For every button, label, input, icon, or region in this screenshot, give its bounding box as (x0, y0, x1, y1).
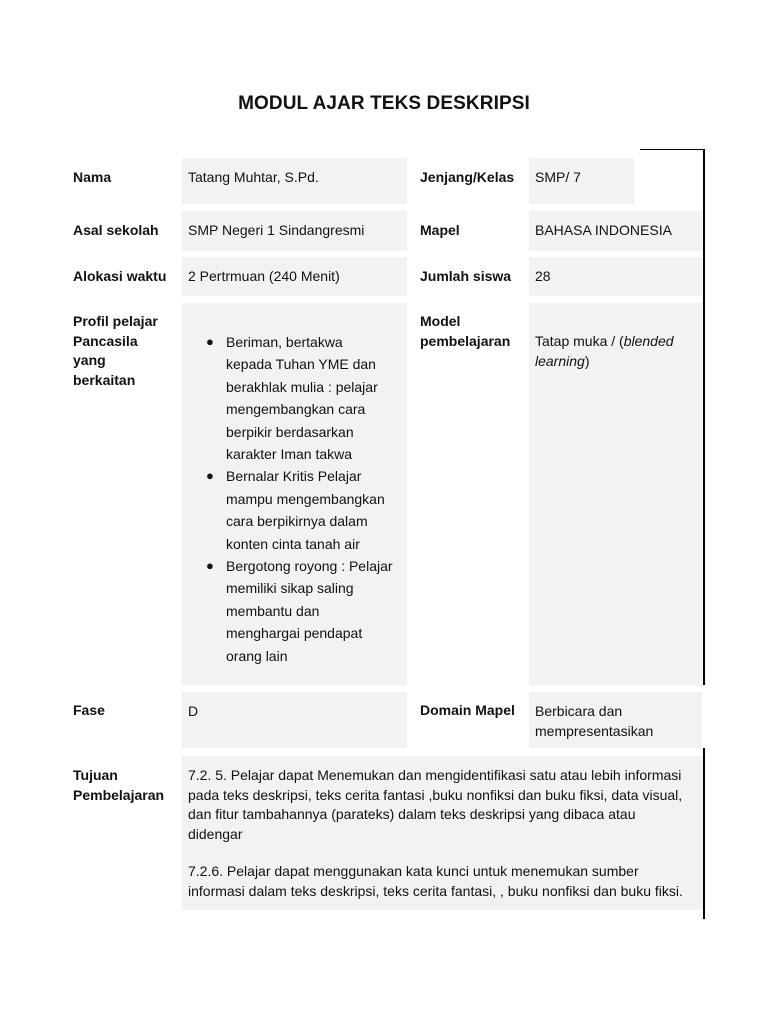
bullet-line: konten cinta tanah air (226, 535, 360, 552)
model-italic-1: blended (623, 333, 674, 349)
border-top-line (640, 149, 705, 150)
bullet-line: Bergotong royong : Pelajar (226, 558, 393, 575)
value-model (529, 303, 702, 685)
tujuan-line: pada teks deskripsi, teks cerita fantasi ,buku nonfiksi dan buku fiksi, data visual, (188, 786, 683, 803)
tujuan-line: 7.2.6. Pelajar dapat menggunakan kata kunci untuk menemukan sumber (188, 863, 639, 879)
border-right-line-upper (703, 149, 705, 685)
bullet-icon: ● (206, 334, 214, 349)
label-nama: Nama (73, 169, 112, 185)
bullet-line: Bernalar Kritis Pelajar (226, 468, 362, 485)
value-jumlah-siswa: 28 (529, 257, 702, 296)
model-prefix: Tatap muka / ( (535, 333, 624, 349)
label-domain-mapel: Domain Mapel (420, 702, 515, 718)
label-profil-line: Pancasila (73, 332, 138, 349)
label-tujuan-line: Pembelajaran (73, 786, 165, 803)
bullet-icon: ● (206, 468, 214, 484)
border-right-line-lower (703, 748, 705, 919)
label-profil-line: yang (73, 352, 106, 368)
value-alokasi: 2 Pertrmuan (240 Menit) (182, 257, 407, 296)
tujuan-line: 7.2. 5. Pelajar dapat Menemukan dan mengidentifikasi satu atau lebih informasi (188, 767, 682, 783)
domain-line: mempresentasikan (535, 722, 654, 739)
model-line-2 (535, 352, 696, 372)
bullet-line: menghargai pendapat (226, 625, 363, 642)
value-profil (182, 303, 407, 685)
label-tujuan (73, 766, 164, 805)
bullet-line: kepada Tuhan YME dan (226, 356, 376, 373)
bullet-line: orang lain (226, 647, 288, 664)
bullet-line: mengembangkan cara (226, 401, 366, 418)
label-model-line: Model (420, 313, 461, 329)
bullet-line: karakter Iman takwa (226, 446, 353, 463)
bullet-line: berakhlak mulia : pelajar (226, 378, 378, 395)
value-mapel: BAHASA INDONESIA (529, 211, 702, 251)
document-title: MODUL AJAR TEKS DESKRIPSI (238, 93, 530, 114)
model-suffix: ) (584, 352, 590, 369)
model-line-1 (535, 332, 696, 352)
label-tujuan-line: Tujuan (73, 767, 118, 783)
tujuan-paragraph (188, 766, 697, 844)
profil-bullet-item (182, 465, 401, 555)
tujuan-line: dan fitur tambahannya (parateks) dalam teks deskripsi yang dibaca atau (188, 806, 636, 822)
bullet-icon: ● (206, 558, 214, 574)
profil-bullet-list (182, 331, 401, 667)
bullet-line: membantu dan (226, 602, 320, 619)
label-model (420, 312, 510, 351)
bullet-line: memiliki sikap saling (226, 580, 354, 597)
label-asal-sekolah: Asal sekolah (73, 222, 159, 238)
bullet-line: Beriman, bertakwa (226, 334, 343, 350)
bullet-line: cara berpikirnya dalam (226, 513, 368, 530)
profil-bullet-item (182, 331, 401, 465)
value-jenjang: SMP/ 7 (529, 158, 634, 204)
bullet-line: berpikir berdasarkan (226, 423, 354, 440)
label-model-line: pembelajaran (420, 332, 511, 349)
label-fase: Fase (73, 702, 105, 718)
value-domain-mapel (529, 692, 702, 748)
label-alokasi: Alokasi waktu (73, 268, 167, 284)
tujuan-line: didengar (188, 825, 243, 842)
domain-line: Berbicara dan (535, 703, 623, 719)
label-jenjang: Jenjang/Kelas (420, 169, 515, 185)
label-profil-line: berkaitan (73, 371, 136, 388)
tujuan-line: informasi dalam teks deskripsi, teks cerita fantasi, , buku nonfiksi dan buku fiksi. (188, 882, 683, 899)
profil-bullet-item (182, 555, 401, 667)
value-tujuan (182, 756, 703, 910)
value-nama: Tatang Muhtar, S.Pd. (182, 158, 407, 204)
tujuan-paragraph (188, 862, 697, 901)
value-asal-sekolah: SMP Negeri 1 Sindangresmi (182, 211, 407, 251)
value-fase: D (182, 692, 407, 748)
label-mapel: Mapel (420, 222, 460, 238)
label-profil (73, 312, 158, 390)
bullet-line: mampu mengembangkan (226, 490, 385, 507)
label-jumlah-siswa: Jumlah siswa (420, 268, 512, 284)
label-profil-line: Profil pelajar (73, 313, 158, 329)
model-italic-2: learning (535, 352, 585, 369)
